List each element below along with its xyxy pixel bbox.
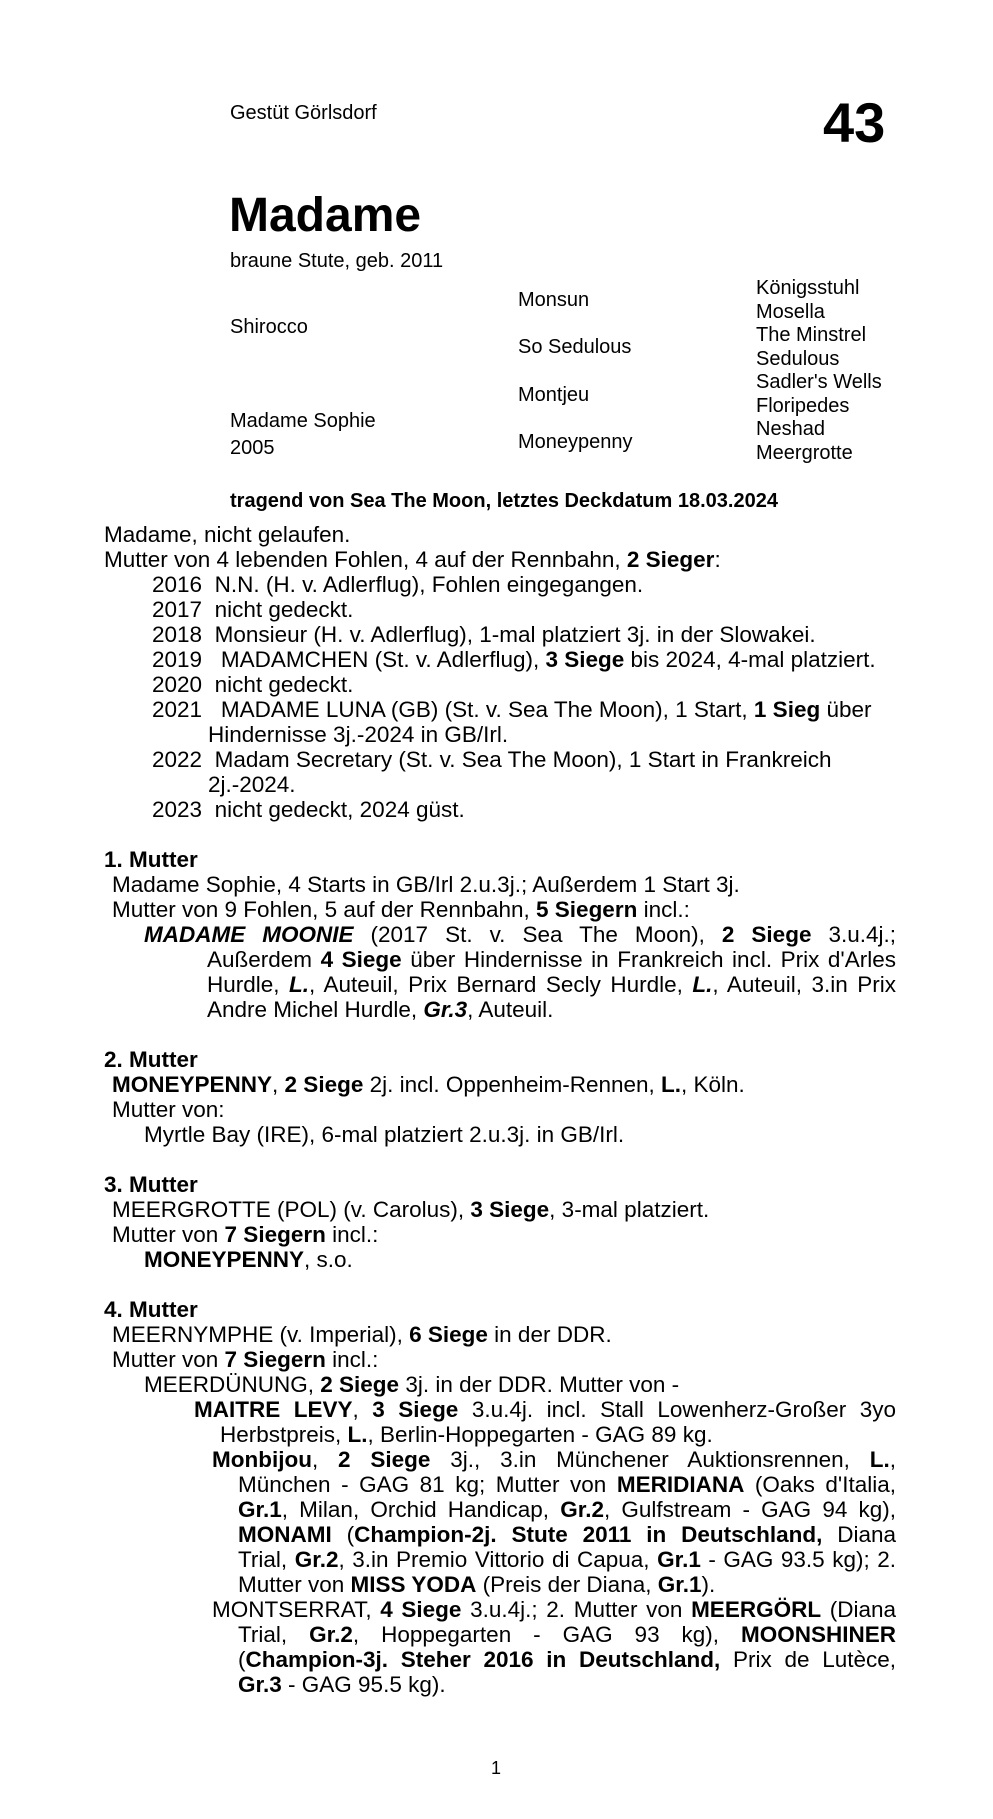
produce-year: 2017 xyxy=(152,597,203,622)
section-heading: 3. Mutter xyxy=(104,1172,198,1197)
race-grade: Gr.1 xyxy=(238,1497,282,1522)
entry-wins: 2 Siege xyxy=(320,1372,400,1397)
pedigree-great-grandparent: Neshad xyxy=(756,418,825,440)
entry-text: 3.u.4j.; Außerdem xyxy=(207,922,897,972)
produce-text: nicht gedeckt, 2024 güst. xyxy=(214,797,465,822)
dam-produce-summary xyxy=(104,897,896,922)
intro-line: Madame, nicht gelaufen. xyxy=(104,522,351,547)
entry-text: , 3.in Premio Vittorio di Capua, xyxy=(338,1547,658,1572)
horse-name: MAITRE LEVY xyxy=(194,1397,353,1422)
produce-row xyxy=(152,747,896,797)
produce-year: 2020 xyxy=(152,672,203,697)
entry-text: 3.u.4j.; 2. Mutter von xyxy=(461,1597,692,1622)
dam-produce-summary xyxy=(104,1222,896,1247)
pedigree-great-grandparent: Sedulous xyxy=(756,348,840,370)
entry-wins: 2 Siege xyxy=(721,922,812,947)
entry-text: , Berlin-Hoppegarten - GAG 89 kg. xyxy=(367,1422,713,1447)
entry-text: , Auteuil. xyxy=(467,997,554,1022)
produce-wins: 1 Sieg xyxy=(753,697,821,722)
horse-name: MOONSHINER xyxy=(740,1622,896,1647)
record-wins: 3 Siege xyxy=(470,1197,550,1222)
entry-text: Prix de Lutèce, xyxy=(720,1647,896,1672)
dam-produce-summary: Mutter von: xyxy=(112,1097,225,1122)
produce-text: nicht gedeckt. xyxy=(214,597,354,622)
pedigree-great-grandparent: Floripedes xyxy=(756,395,850,417)
dam-record xyxy=(104,1322,896,1347)
race-grade: Gr.1 xyxy=(657,1547,701,1572)
pedigree-great-grandparent: Meergrotte xyxy=(756,442,853,464)
entry-text: über Hindernisse in Frankreich incl. Prix d'Arles Hurdle, xyxy=(207,947,896,997)
record-text: , xyxy=(272,1072,285,1097)
pedigree-sire: Shirocco xyxy=(230,316,308,338)
horse-name: MISS YODA xyxy=(350,1572,477,1597)
produce-text: nicht gedeckt. xyxy=(214,672,354,697)
pedigree-grandparent: Moneypenny xyxy=(518,431,633,453)
winners-count: 7 Siegern xyxy=(224,1347,326,1372)
entry-wins: 4 Siege xyxy=(380,1597,462,1622)
produce-year: 2021 xyxy=(152,697,203,722)
pedigree-great-grandparent: Königsstuhl xyxy=(756,277,860,299)
horse-name: Monbijou xyxy=(212,1447,312,1472)
record-text: 2j. incl. Oppenheim-Rennen, xyxy=(363,1072,662,1097)
dam-record xyxy=(104,1197,896,1222)
horse-name: MONEYPENNY xyxy=(112,1072,273,1097)
produce-row xyxy=(104,572,896,597)
summary-text: incl.: xyxy=(325,1347,379,1372)
entry-text: ( xyxy=(331,1522,355,1547)
produce-text: bis 2024, 4-mal platziert. xyxy=(624,647,876,672)
catalogue-body xyxy=(104,522,896,1697)
winners-count: 7 Siegern xyxy=(224,1222,326,1247)
entry-text: , xyxy=(311,1447,339,1472)
race-grade: Gr.2 xyxy=(309,1622,353,1647)
intro-produce-line xyxy=(104,547,896,572)
stud-name: Gestüt Görlsdorf xyxy=(230,102,377,124)
entry-wins: 2 Siege xyxy=(338,1447,431,1472)
summary-text: Mutter von xyxy=(112,1222,225,1247)
pedigree-dam: Madame Sophie xyxy=(230,410,376,432)
entry-text: , Milan, Orchid Handicap, xyxy=(281,1497,561,1522)
produce-year: 2022 xyxy=(152,747,203,772)
pedigree-dam-year: 2005 xyxy=(230,437,275,459)
record-wins: 6 Siege xyxy=(409,1322,488,1347)
race-grade: L. xyxy=(661,1072,682,1097)
produce-row xyxy=(104,597,896,622)
entry-text: - GAG 93.5 kg); 2. Mutter von xyxy=(238,1547,896,1597)
race-grade: Gr.3 xyxy=(423,997,468,1022)
section-heading: 4. Mutter xyxy=(104,1297,198,1322)
covering-note: tragend von Sea The Moon, letztes Deckdatum 18.03.2024 xyxy=(230,490,778,512)
intro-text: Mutter von 4 lebenden Fohlen, 4 auf der Rennbahn, xyxy=(104,547,627,572)
record-text: in der DDR. xyxy=(487,1322,612,1347)
race-grade: L. xyxy=(347,1422,368,1447)
entry-text: (Oaks d'Italia, xyxy=(744,1472,896,1497)
produce-entry xyxy=(104,1372,896,1397)
entry-text: , Gulfstream - GAG 94 kg), xyxy=(603,1497,896,1522)
produce-text: MADAME LUNA (GB) (St. v. Sea The Moon), 1 Start, xyxy=(220,697,754,722)
produce-row xyxy=(104,672,896,697)
intro-text: : xyxy=(714,547,721,572)
produce-wins: 3 Siege xyxy=(545,647,625,672)
winners-count: 5 Siegern xyxy=(536,897,638,922)
race-grade: L. xyxy=(692,972,713,997)
produce-entry xyxy=(212,1597,897,1697)
dam-record: Madame Sophie, 4 Starts in GB/Irl 2.u.3j.; Außerdem 1 Start 3j. xyxy=(112,872,740,897)
summary-text: incl.: xyxy=(637,897,690,922)
entry-text: , Auteuil, 3.in Prix Andre Michel Hurdle, xyxy=(207,972,896,1022)
produce-entry xyxy=(212,1447,897,1597)
race-grade: L. xyxy=(869,1447,890,1472)
entry-text: ( xyxy=(238,1647,246,1672)
entry-text: ). xyxy=(701,1572,716,1597)
entry-wins: 3 Siege xyxy=(372,1397,459,1422)
horse-name: MERIDIANA xyxy=(616,1472,745,1497)
section-heading: 1. Mutter xyxy=(104,847,198,872)
entry-text: , Hoppegarten - GAG 93 kg), xyxy=(352,1622,741,1647)
produce-year: 2019 xyxy=(152,647,203,672)
produce-year: 2016 xyxy=(152,572,203,597)
pedigree-great-grandparent: Mosella xyxy=(756,301,825,323)
entry-text: 3j. in der DDR. Mutter von - xyxy=(399,1372,680,1397)
produce-year: 2023 xyxy=(152,797,203,822)
lot-number: 43 xyxy=(823,91,886,154)
produce-entry: Myrtle Bay (IRE), 6-mal platziert 2.u.3j. in GB/Irl. xyxy=(144,1122,625,1147)
produce-entry xyxy=(144,922,897,1022)
produce-text: N.N. (H. v. Adlerflug), Fohlen eingegangen. xyxy=(214,572,644,597)
horse-name: MEERDÜNUNG, xyxy=(144,1372,321,1397)
dam-produce-summary xyxy=(104,1347,896,1372)
entry-text: (2017 St. v. Sea The Moon), xyxy=(353,922,722,947)
horse-name: MONTSERRAT, xyxy=(212,1597,381,1622)
race-grade: L. xyxy=(289,972,310,997)
produce-row xyxy=(152,697,896,747)
record-text: , Köln. xyxy=(681,1072,745,1097)
dam-record xyxy=(104,1072,896,1097)
entry-text: (Preis der Diana, xyxy=(476,1572,658,1597)
produce-row xyxy=(152,647,896,672)
horse-name: Madame xyxy=(229,189,422,242)
entry-text: (Diana Trial, xyxy=(238,1597,897,1647)
pedigree-grandparent: Monsun xyxy=(518,289,590,311)
race-grade: Gr.2 xyxy=(560,1497,604,1522)
entry-text: 3.u.4j. incl. Stall Lowenherz-Großer 3yo Herbstpreis, xyxy=(220,1397,896,1447)
race-grade: Gr.3 xyxy=(238,1672,282,1697)
produce-entry xyxy=(194,1397,896,1447)
pedigree-grandparent: So Sedulous xyxy=(518,336,632,358)
entry-wins: 4 Siege xyxy=(320,947,402,972)
produce-text: MADAMCHEN (St. v. Adlerflug), xyxy=(220,647,546,672)
horse-name: MEERGÖRL xyxy=(691,1597,822,1622)
pedigree-grandparent: Montjeu xyxy=(518,384,590,406)
produce-text: Monsieur (H. v. Adlerflug), 1-mal platziert 3j. in der Slowakei. xyxy=(214,622,816,647)
produce-row xyxy=(104,797,896,822)
championship-title: Champion-3j. Steher 2016 in Deutschland, xyxy=(245,1647,721,1672)
race-grade: Gr.1 xyxy=(657,1572,702,1597)
produce-entry xyxy=(104,1247,896,1272)
summary-text: Mutter von xyxy=(112,1347,225,1372)
page-number: 1 xyxy=(491,1758,502,1778)
entry-text: , xyxy=(352,1397,373,1422)
record-text: MEERGROTTE (POL) (v. Carolus), xyxy=(112,1197,471,1222)
record-wins: 2 Siege xyxy=(284,1072,364,1097)
summary-text: Mutter von 9 Fohlen, 5 auf der Rennbahn, xyxy=(112,897,537,922)
produce-row xyxy=(104,622,896,647)
summary-text: incl.: xyxy=(325,1222,379,1247)
section-heading: 2. Mutter xyxy=(104,1047,198,1072)
record-text: MEERNYMPHE (v. Imperial), xyxy=(112,1322,410,1347)
race-grade: Gr.2 xyxy=(294,1547,339,1572)
pedigree-great-grandparent: The Minstrel xyxy=(756,324,867,346)
winners-count: 2 Sieger xyxy=(626,547,715,572)
produce-text: Madam Secretary (St. v. Sea The Moon), 1 Start in Frankreich 2j.-2024. xyxy=(208,747,832,797)
pedigree-great-grandparent: Sadler's Wells xyxy=(756,371,882,393)
entry-text: 3j., 3.in Münchener Auktionsrennen, xyxy=(430,1447,870,1472)
entry-text: , s.o. xyxy=(304,1247,353,1272)
record-text: , 3-mal platziert. xyxy=(549,1197,710,1222)
entry-text: - GAG 95.5 kg). xyxy=(281,1672,446,1697)
horse-name: MONEYPENNY xyxy=(144,1247,305,1272)
horse-name: MADAME MOONIE xyxy=(144,922,354,947)
entry-text: , Auteuil, Prix Bernard Secly Hurdle, xyxy=(309,972,693,997)
horse-name: MONAMI xyxy=(238,1522,332,1547)
entry-text: , München - GAG 81 kg; Mutter von xyxy=(238,1447,897,1497)
produce-text: über Hindernisse 3j.-2024 in GB/Irl. xyxy=(208,697,872,747)
championship-title: Champion-2j. Stute 2011 in Deutschland, xyxy=(354,1522,823,1547)
entry-text: Diana Trial, xyxy=(238,1522,896,1572)
horse-description: braune Stute, geb. 2011 xyxy=(230,250,444,272)
produce-year: 2018 xyxy=(152,622,203,647)
